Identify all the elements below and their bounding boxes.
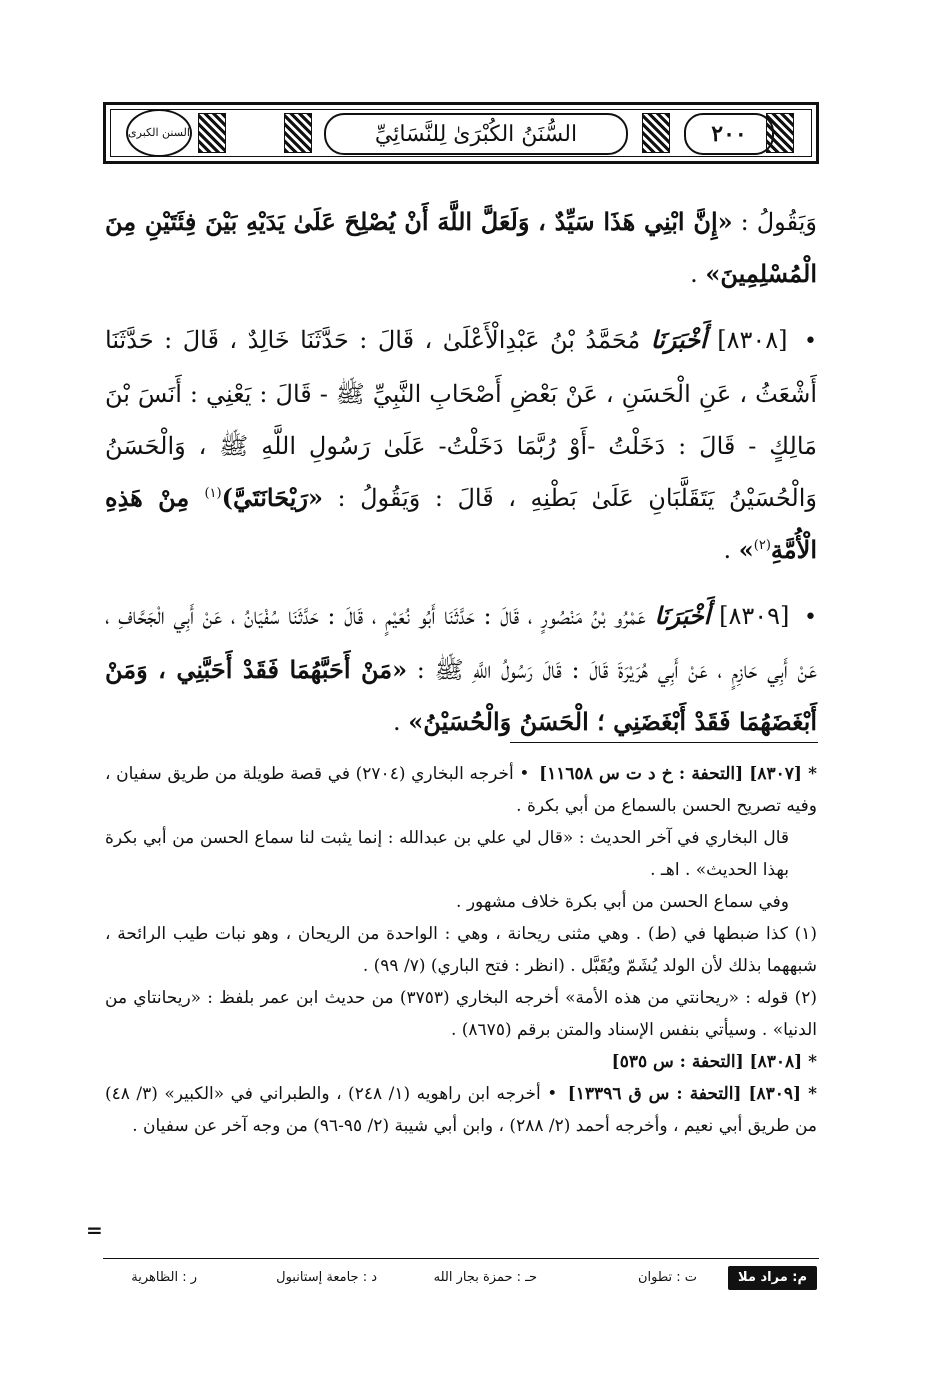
hadith-8309 bbox=[105, 590, 817, 748]
book-title: السُّنَنُ الكُبْرَىٰ لِلنَّسَائِيِّ bbox=[324, 113, 628, 155]
hadith-end: . bbox=[393, 708, 409, 736]
note-8307-paragraph-2: قال البخاري في آخر الحديث : «قال لي علي بن عبدالله : إنما يثبت لنا سماع الحسن من أبي بكرة بهذا الحديث» . اهـ . bbox=[105, 828, 789, 880]
hadith-end: . bbox=[723, 536, 739, 564]
book-seal: السنن الكبرى bbox=[126, 109, 192, 157]
siglum-r: ر : الظاهرية bbox=[131, 1270, 197, 1285]
continuation-mark: = bbox=[86, 1218, 103, 1242]
note-8309 bbox=[105, 1078, 817, 1142]
note-8307-head: * [٨٣٠٧] [التحفة : خ د ت س ١١٦٥٨] bbox=[539, 764, 817, 784]
ornament-left-2 bbox=[284, 113, 312, 153]
hadith-quote-part-2: مِنْ هَذِهِ الْأُمَّةِ bbox=[105, 483, 817, 564]
footnote-ref-2[interactable]: (٢) bbox=[753, 538, 771, 553]
manuscript-sigla bbox=[105, 1266, 817, 1292]
footer-separator bbox=[103, 1258, 819, 1259]
footnote-1: (١) كذا ضبطها في (ط) . وهي مثنى ريحانة ، وهي : الواحدة من الريحان ، وهو نبات طيب الرائحة ، شبههما بذلك لأن الولد يُشَمّ ويُقَبَّل . (انظر : فتح الباري) (٧/ ٩٩) . bbox=[105, 924, 817, 976]
footnote-separator bbox=[510, 742, 818, 743]
continuation-end: . bbox=[690, 260, 706, 288]
note-8307-body: • أخرجه البخاري (٢٧٠٤) في قصة طويلة من طريق سفيان ، وفيه تصريح الحسن بالسماع من أبي بكرة . bbox=[105, 764, 817, 816]
akhbarana-word: أَخْبَرَنَا bbox=[650, 325, 707, 354]
main-text bbox=[105, 196, 817, 748]
akhbarana-word: أَخْبَرَنَا bbox=[654, 601, 711, 630]
note-8309-head: * [٨٣٠٩] [التحفة : س ق ١٣٣٩٦] bbox=[567, 1084, 817, 1104]
footnote-2: (٢) قوله : «ريحانتي من هذه الأمة» أخرجه البخاري (٣٧٥٣) من حديث ابن عمر بلفظ : «ريحانتاي من الدنيا» . وسيأتي بنفس الإسناد والمتن برقم (٨٦٧٥) . bbox=[105, 988, 817, 1040]
note-8309-body: • أخرجه ابن راهويه (١/ ٢٤٨) ، والطبراني في «الكبير» (٣/ ٤٨) من طريق أبي نعيم ، وأخرجه أحمد (٢/ ٢٨٨) ، وابن أبي شيبة (٢/ ٩٥-٩٦) من وجه آخر عن سفيان . bbox=[105, 1084, 817, 1136]
siglum-t: ت : تطوان bbox=[637, 1270, 697, 1285]
siglum-m: م: مراد ملا bbox=[728, 1266, 817, 1290]
hadith-number: [٨٣٠٩] bbox=[719, 602, 790, 630]
hadith-8308 bbox=[105, 314, 817, 576]
continuation-quote: «إِنَّ ابْنِي هَذَا سَيِّدٌ ، وَلَعَلَّ اللَّهَ أَنْ يُصْلِحَ عَلَىٰ يَدَيْهِ بَيْنَ فِئَتَيْنِ مِنَ الْمُسْلِمِينَ» bbox=[105, 207, 817, 288]
footnotes bbox=[105, 758, 817, 1142]
ornament-left-1 bbox=[198, 113, 226, 153]
page-header bbox=[103, 102, 819, 164]
continuation-lead: وَيَقُولُ : bbox=[732, 208, 817, 236]
siglum-h: حـ : حمزة بجار الله bbox=[433, 1270, 537, 1285]
note-8307-paragraph-3: وفي سماع الحسن من أبي بكرة خلاف مشهور . bbox=[456, 892, 789, 912]
hadith-number: [٨٣٠٨] bbox=[717, 326, 788, 354]
hadith-quote-part-1: «رَيْحَانَتَيَّ) bbox=[221, 483, 323, 512]
bullet-icon: • bbox=[804, 605, 817, 630]
continuation-paragraph bbox=[105, 196, 817, 300]
footnote-ref-1[interactable]: (١) bbox=[204, 486, 222, 501]
hadith-quote: «مَنْ أَحَبَّهُمَا فَقَدْ أَحَبَّنِي ، وَمَنْ أَبْغَضَهُمَا فَقَدْ أَبْغَضَنِي ؛ الْحَسَنُ وَالْحُسَيْنُ» bbox=[105, 655, 817, 736]
hadith-text: عَمْرُو بْنُ مَنْصُورٍ ، قَالَ : حَدَّثَنَا أَبُو نُعَيْمٍ ، قَالَ : حَدَّثَنَا سُفْيَانُ ، عَنْ أَبِي الْجَحَّافِ ، عَنْ أَبِي حَازِمٍ ، عَنْ أَبِي هُرَيْرَةَ قَالَ : قَالَ رَسُولُ اللَّهِ ﷺ : bbox=[105, 602, 818, 684]
page-number: ٢٠٠ bbox=[684, 113, 774, 155]
ornament-right-1 bbox=[642, 113, 670, 153]
hadith-quote-end: » bbox=[738, 535, 754, 564]
bullet-icon: • bbox=[804, 329, 817, 354]
note-8308: * [٨٣٠٨] [التحفة : س ٥٣٥] bbox=[611, 1052, 817, 1072]
hadith-text: مُحَمَّدُ بْنُ عَبْدِالْأَعْلَىٰ ، قَالَ : حَدَّثَنَا خَالِدٌ ، قَالَ : حَدَّثَنَا أَشْعَثُ ، عَنِ الْحَسَنِ ، عَنْ بَعْضِ أَصْحَابِ النَّبِيِّ ﷺ - قَالَ : يَعْنِي : أَنَسَ بْنَ مَالِكٍ - قَالَ : دَخَلْتُ -أَوْ رُبَّمَا دَخَلْتُ- عَلَىٰ رَسُولِ اللَّهِ ﷺ ، وَالْحَسَنُ وَالْحُسَيْنُ يَتَقَلَّبَانِ عَلَىٰ بَطْنِهِ ، قَالَ : وَيَقُولُ : bbox=[105, 326, 818, 512]
note-8307 bbox=[105, 758, 817, 822]
siglum-d: د : جامعة إستانبول bbox=[276, 1270, 377, 1285]
